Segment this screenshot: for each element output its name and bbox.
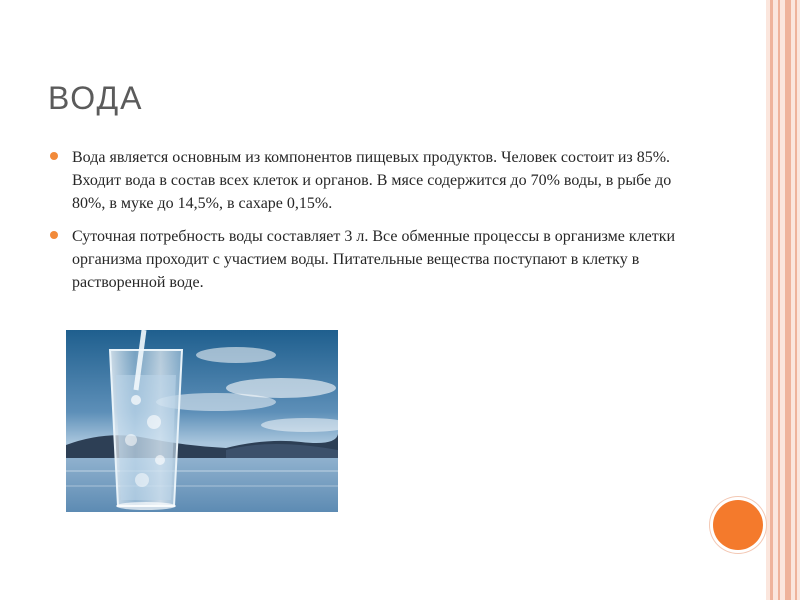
bullet-list (48, 146, 688, 304)
bullet-item (48, 146, 688, 215)
stripe-line (778, 0, 780, 600)
decorative-stripes (766, 0, 800, 600)
bullet-text: Суточная потребность воды составляет 3 л. Все обменные процессы в организме клетки организма проходит с участием воды. Питательные вещества поступают в клетку в растворенной воде. (72, 228, 676, 291)
bullet-dot-icon (50, 152, 58, 160)
water-glass-photo (66, 330, 338, 512)
bullet-text: Вода является основным из компонентов пищевых продуктов. Человек состоит из 85%. Входит вода в состав всех клеток и органов. В мясе содержится до 70% воды, в рыбе до 80%, в муке до 14,5%, в сахаре 0,15%. (72, 149, 672, 212)
orange-circle-icon (713, 500, 763, 550)
bullet-dot-icon (50, 231, 58, 239)
stripe-line (770, 0, 773, 600)
stripe-line (795, 0, 797, 600)
slide-title: ВОДА (48, 80, 144, 116)
stripe-line (785, 0, 791, 600)
bullet-item (48, 225, 688, 294)
